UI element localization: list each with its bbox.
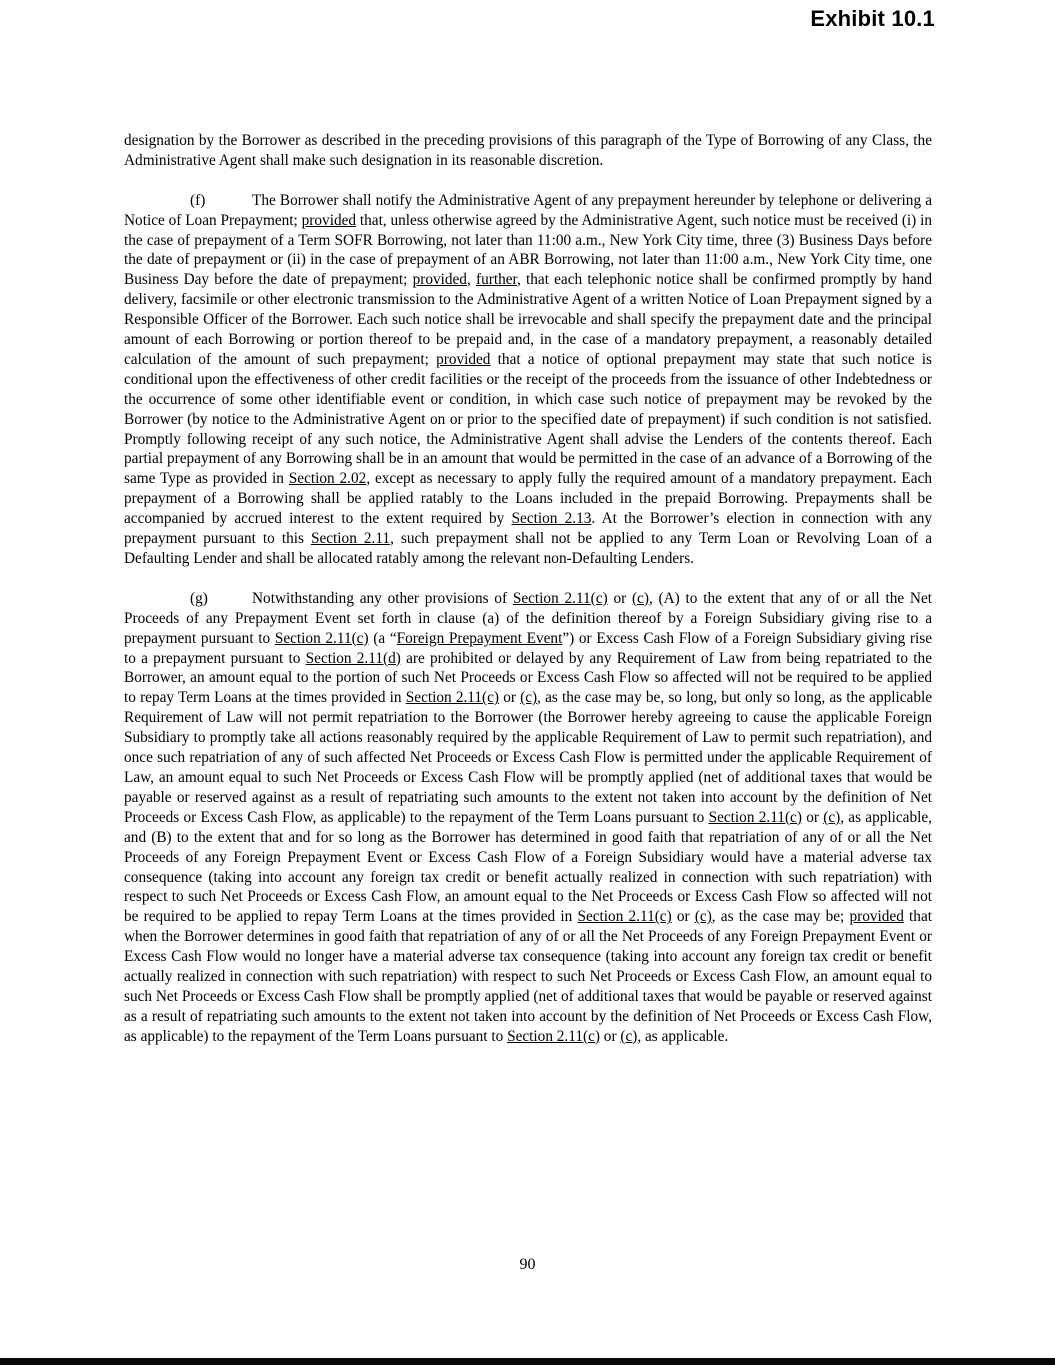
paragraph-intro bbox=[124, 131, 932, 171]
underlined-term: Section 2.11(d) bbox=[305, 649, 401, 667]
underlined-term: (c) bbox=[694, 908, 712, 926]
underlined-term: Section 2.02 bbox=[288, 470, 367, 488]
text-run: or bbox=[499, 689, 521, 707]
underlined-term: (c) bbox=[823, 808, 841, 826]
underlined-term: Section 2.13 bbox=[511, 510, 592, 528]
text-run: , that each telephonic notice shall be confirmed promptly by hand delivery, facsimile or other electronic transmission to the Administrative Agent of a written Notice of Loan Prepayment signed by a Responsible Officer of the Borrower. Each such notice shall be irrevocable and shall specify the prepayment date and the principal amount of each Borrowing or portion thereof to be prepaid and, in the case of a mandatory prepayment, a reasonably detailed calculation of the amount of such prepayment; bbox=[124, 271, 932, 368]
text-run: , such prepayment shall not be applied to any Term Loan or Revolving Loan of a Defaulting Lender and shall be allocated ratably among the relevant non-Defaulting Lenders. bbox=[124, 530, 932, 568]
text-run: The Borrower shall notify the Administrative Agent of any prepayment hereunder by telephone or delivering a Notice of Loan Prepayment; bbox=[124, 191, 932, 229]
text-run: or bbox=[801, 808, 824, 826]
text-run: , as the case may be; bbox=[711, 908, 850, 926]
text-run: , as the case may be, so long, but only so long, as the applicable Requirement of Law will not permit repatriation to the Borrower (the Borrower hereby agreeing to cause the applicable Foreign Subsidiary to promptly take all actions reasonably required by the applicable Requirement of Law to permit such repatriation), and once such repatriation of any of such affected Net Proceeds or Excess Cash Flow is permitted under the applicable Requirement of Law, an amount equal to such Net Proceeds or Excess Cash Flow will be promptly applied (net of additional taxes that would be payable or reserved against as a result of repatriating such amounts to the extent not taken into account by the definition of Net Proceeds or Excess Cash Flow, as applicable) to the repayment of the Term Loans pursuant to bbox=[124, 689, 933, 826]
underlined-term: Section 2.11 bbox=[310, 530, 391, 548]
text-run: , (A) to the extent that any of or all the Net Proceeds of any Prepayment Event set forth in clause (a) of the definition thereof by a Foreign Subsidiary giving rise to a prepayment pursuant to bbox=[124, 589, 932, 647]
underlined-term: provided bbox=[849, 908, 904, 926]
underlined-term: provided bbox=[436, 350, 491, 368]
underlined-term: Section 2.11(c) bbox=[507, 1027, 600, 1045]
text-run: , except as necessary to apply fully the required amount of a mandatory prepayment. Each prepayment of a Borrowing shall be applied ratably to the Loans included in the prepaid Borrowing. Prepayments shall be accompanied by accrued interest to the extent required by bbox=[124, 470, 933, 528]
text-run: Notwithstanding any other provisions of bbox=[252, 589, 513, 607]
text-run: (a “ bbox=[368, 629, 397, 647]
text-run: or bbox=[671, 908, 695, 926]
text-run: or bbox=[607, 589, 632, 607]
underlined-term: Section 2.11(c) bbox=[708, 808, 802, 826]
text-run: or bbox=[599, 1027, 621, 1045]
text-run: . At the Borrower’s election in connection with any prepayment pursuant to this bbox=[124, 510, 933, 548]
underlined-term: further bbox=[475, 271, 517, 289]
underlined-term: provided bbox=[412, 271, 467, 289]
exhibit-label: Exhibit 10.1 bbox=[810, 6, 935, 31]
text-run: that when the Borrower determines in good faith that repatriation of any of or all the Net Proceeds of any Foreign Prepayment Event or Excess Cash Flow would no longer have a material adverse tax consequence (taking into account any foreign tax credit or benefit actually realized in connection with such repatriation) with respect to such Net Proceeds or Excess Cash Flow, an amount equal to such Net Proceeds or Excess Cash Flow shall be promptly applied (net of additional taxes that would be payable or reserved against as a result of repatriating such amounts to the extent not taken into account by the definition of Net Proceeds or Excess Cash Flow, as applicable) to the repayment of the Term Loans pursuant to bbox=[124, 908, 932, 1045]
page-number: 90 bbox=[519, 1256, 536, 1273]
underlined-term: Section 2.11(c) bbox=[577, 908, 672, 926]
underlined-term: (c) bbox=[620, 1027, 638, 1045]
paragraph-g bbox=[124, 589, 932, 1047]
text-run: , as applicable, and (B) to the extent that and for so long as the Borrower has determined in good faith that repatriation of any of or all the Net Proceeds of any Foreign Prepayment Event or Excess Cash Flow of a Foreign Subsidiary would have a material adverse tax consequence (taking into account any foreign tax credit or benefit actually realized in connection with such repatriation) with respect to such Net Proceeds or Excess Cash Flow, an amount equal to the Net Proceeds or Excess Cash Flow so affected will not be required to be applied to repay Term Loans at the times provided in bbox=[124, 808, 932, 926]
paragraph-label: (f) bbox=[190, 191, 206, 209]
text-run: , bbox=[466, 271, 476, 289]
underlined-term: Section 2.11(c) bbox=[512, 589, 608, 607]
text-run: that, unless otherwise agreed by the Administrative Agent, such notice must be received (i) in the case of prepayment of a Term SOFR Borrowing, not later than 11:00 a.m., New York City time, three (3) Business Days before the date of prepayment or (ii) in the case of prepayment of an ABR Borrowing, not later than 11:00 a.m., New York City time, one Business Day before the date of prepayment; bbox=[124, 211, 932, 289]
text-run: that a notice of optional prepayment may state that such notice is conditional upon the effectiveness of other credit facilities or the receipt of the proceeds from the issuance of other Indebtedness or the occurrence of some other identifiable event or condition, in which case such notice of prepayment may be revoked by the Borrower (by notice to the Administrative Agent on or prior to the specified date of prepayment) if such condition is not satisfied. Promptly following receipt of any such notice, the Administrative Agent shall advise the Lenders of the contents thereof. Each partial prepayment of any Borrowing shall be in an amount that would be permitted in the case of an advance of a Borrowing of the same Type as provided in bbox=[124, 350, 932, 488]
paragraph-f bbox=[124, 191, 932, 569]
underlined-term: Section 2.11(c) bbox=[274, 629, 369, 647]
underlined-term: provided bbox=[301, 211, 357, 229]
paragraph-label: (g) bbox=[190, 589, 208, 607]
text-run: , as applicable. bbox=[637, 1027, 729, 1045]
underlined-term: Section 2.11(c) bbox=[405, 689, 500, 707]
underlined-term: (c) bbox=[520, 689, 538, 707]
text-run: are prohibited or delayed by any Requirement of Law from being repatriated to the Borrower, an amount equal to the portion of such Net Proceeds or Excess Cash Flow so affected will not be required to be applied to repay Term Loans at the times provided in bbox=[124, 649, 932, 707]
text-run: designation by the Borrower as described in the preceding provisions of this paragraph of the Type of Borrowing of any Class, the Administrative Agent shall make such designation in its reasonable discretion. bbox=[124, 132, 932, 169]
underlined-term: Foreign Prepayment Event bbox=[396, 629, 563, 647]
document-body bbox=[124, 131, 932, 1067]
bottom-scan-bar bbox=[0, 1358, 1055, 1365]
text-run: ”) or Excess Cash Flow of a Foreign Subsidiary giving rise to a prepayment pursuant to bbox=[124, 629, 933, 667]
underlined-term: (c) bbox=[631, 589, 649, 607]
